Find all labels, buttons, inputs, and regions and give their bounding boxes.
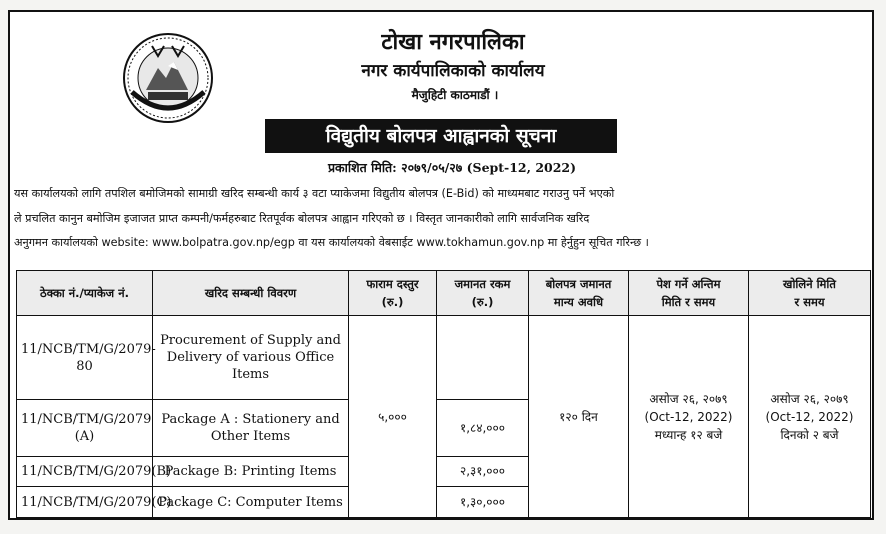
header-form-fee-line1: फाराम दस्तुर — [366, 277, 419, 291]
submission-cell — [629, 316, 749, 518]
table-header-row — [17, 271, 871, 316]
header-form-fee — [349, 271, 437, 316]
intro-line-2: ले प्रचलित कानुन बमोजिम इजाजत प्राप्त कम्पनी/फर्महरुबाट रितपूर्वक बोलपत्र आह्वान गरिएको छ । विस्तृत जानकारीको लागि सार्वजनिक खरिद — [14, 211, 590, 225]
contract-no-cell: 11/NCB/TM/G/2079-80 — [17, 316, 153, 400]
opening-time: दिनको २ बजे — [780, 427, 839, 442]
opening-cell — [749, 316, 871, 518]
nepal-government-emblem-icon — [122, 32, 214, 124]
header-validity-line1: बोलपत्र जमानत — [545, 277, 612, 291]
intro-paragraph — [14, 182, 870, 256]
bid-security-cell: १,३०,००० — [437, 487, 529, 518]
header-bid-security-line2: (रु.) — [471, 295, 494, 309]
header-submission — [629, 271, 749, 316]
contract-no-cell: 11/NCB/TM/G/2079 (A) — [17, 400, 153, 457]
publish-label: प्रकाशित मिति: — [327, 160, 397, 175]
bid-security-cell: २,३१,००० — [437, 456, 529, 487]
office-subtitle: नगर कार्यपालिकाको कार्यालय — [361, 61, 545, 81]
header-submission-line2: मिति र समय — [661, 295, 716, 309]
submission-date-en: (Oct-12, 2022) — [644, 409, 733, 424]
header-contract-no: ठेक्का नं./प्याकेज नं. — [17, 271, 153, 316]
tender-table — [16, 270, 871, 518]
description-cell: Package B: Printing Items — [153, 456, 349, 487]
description-cell: Package A : Stationery and Other Items — [153, 400, 349, 457]
publish-date: २०७९/०५/२७ (Sept-12, 2022) — [401, 160, 577, 175]
header-validity-line2: मान्य अवधि — [553, 295, 604, 309]
table-row — [17, 316, 871, 400]
office-name: टोखा नगरपालिका — [381, 30, 525, 55]
intro-line-3: अनुगमन कार्यालयको website: www.bolpatra.gov.np/egp वा यस कार्यालयको वेबसाईट www.tokhamun.gov.np मा हेर्नुहुन सूचित गरिन्छ । — [14, 236, 649, 249]
bid-security-cell: १,८४,००० — [437, 400, 529, 457]
submission-time: मध्यान्ह १२ बजे — [654, 427, 723, 442]
header-validity — [529, 271, 629, 316]
header-bid-security — [437, 271, 529, 316]
description-cell: Procurement of Supply and Delivery of various Office Items — [153, 316, 349, 400]
submission-date-np: असोज २६, २०७९ — [649, 391, 728, 406]
header-form-fee-line2: (रु.) — [381, 295, 404, 309]
header-opening-line1: खोलिने मिति — [783, 277, 836, 291]
description-cell: Package C: Computer Items — [153, 487, 349, 518]
notice-title: विद्युतीय बोलपत्र आह्वानको सूचना — [265, 119, 617, 153]
header-submission-line1: पेश गर्ने अन्तिम — [656, 277, 721, 291]
header-opening — [749, 271, 871, 316]
notice-frame — [8, 10, 874, 520]
contract-no-cell: 11/NCB/TM/G/2079(C) — [17, 487, 153, 518]
office-address: मैजुहिटी काठमाडौं । — [411, 88, 499, 102]
validity-cell: १२० दिन — [529, 316, 629, 518]
opening-date-np: असोज २६, २०७९ — [770, 391, 849, 406]
opening-date-en: (Oct-12, 2022) — [765, 409, 854, 424]
header-opening-line2: र समय — [794, 295, 825, 309]
form-fee-cell: ५,००० — [349, 316, 437, 518]
header-description: खरिद सम्बन्धी विवरण — [153, 271, 349, 316]
bid-security-cell — [437, 316, 529, 400]
publish-date-line — [302, 159, 602, 177]
contract-no-cell: 11/NCB/TM/G/2079(B) — [17, 456, 153, 487]
intro-line-1: यस कार्यालयको लागि तपशिल बमोजिमको सामाग्री खरिद सम्बन्धी कार्य ३ वटा प्याकेजमा विद्युतीय बोलपत्र (E-Bid) को माध्यमबाट गराउनु पर्ने भएको — [14, 187, 615, 200]
header-bid-security-line1: जमानत रकम — [454, 277, 511, 291]
